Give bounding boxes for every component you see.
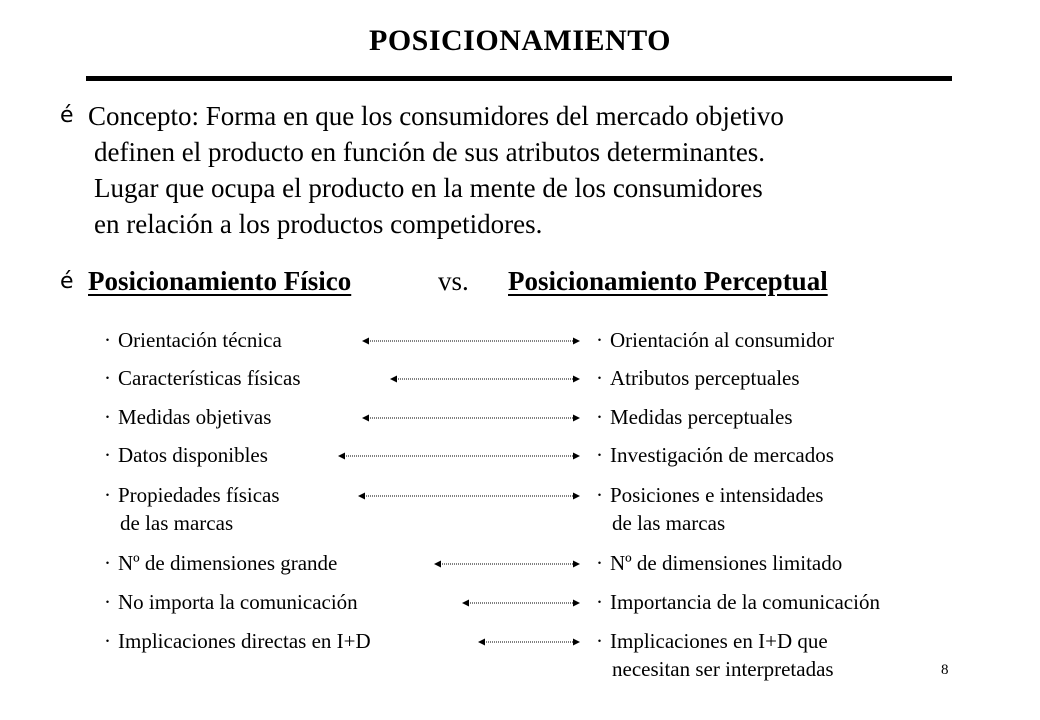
comparison-bullet-icon: é bbox=[60, 269, 74, 294]
right-item: · Orientación al consumidor bbox=[596, 328, 834, 352]
concept-bullet-icon: é bbox=[60, 103, 74, 128]
right-heading: Posicionamiento Perceptual bbox=[508, 266, 828, 296]
concept-block bbox=[88, 98, 784, 242]
left-item: · Datos disponibles bbox=[104, 443, 268, 467]
double-arrow-icon bbox=[358, 491, 580, 501]
right-item: · Implicaciones en I+D que necesitan ser interpretadas bbox=[596, 629, 834, 681]
left-item: · Nº de dimensiones grande bbox=[104, 551, 338, 575]
double-arrow-icon bbox=[338, 451, 580, 461]
concept-line: definen el producto en función de sus atributos determinantes. bbox=[94, 137, 766, 167]
page-title: POSICIONAMIENTO bbox=[369, 24, 671, 57]
concept-line: Lugar que ocupa el producto en la mente de los consumidores bbox=[94, 173, 763, 203]
right-item: · Atributos perceptuales bbox=[596, 366, 800, 390]
double-arrow-icon bbox=[478, 637, 580, 647]
double-arrow-icon bbox=[362, 413, 580, 423]
page-number: 8 bbox=[941, 662, 949, 678]
left-heading: Posicionamiento Físico bbox=[88, 266, 352, 296]
right-item: · Nº de dimensiones limitado bbox=[596, 551, 843, 575]
right-item: · Investigación de mercados bbox=[596, 443, 834, 467]
double-arrow-icon bbox=[362, 336, 580, 346]
left-item: · Propiedades físicas de las marcas bbox=[104, 483, 280, 535]
left-item: · Implicaciones directas en I+D bbox=[104, 629, 371, 653]
right-item: · Importancia de la comunicación bbox=[596, 590, 880, 614]
right-item: · Posiciones e intensidades de las marcas bbox=[596, 483, 824, 535]
left-item: · Características físicas bbox=[104, 366, 301, 390]
concept-line: en relación a los productos competidores. bbox=[94, 209, 543, 239]
concept-line: Concepto: Forma en que los consumidores del mercado objetivo bbox=[88, 101, 784, 131]
right-item: · Medidas perceptuales bbox=[596, 405, 793, 429]
left-item: · No importa la comunicación bbox=[104, 590, 358, 614]
vs-label: vs. bbox=[438, 266, 469, 296]
double-arrow-icon bbox=[462, 598, 580, 608]
left-item: · Medidas objetivas bbox=[104, 405, 272, 429]
double-arrow-icon bbox=[390, 374, 580, 384]
double-arrow-icon bbox=[434, 559, 580, 569]
left-item: · Orientación técnica bbox=[104, 328, 282, 352]
title-rule bbox=[86, 76, 952, 81]
